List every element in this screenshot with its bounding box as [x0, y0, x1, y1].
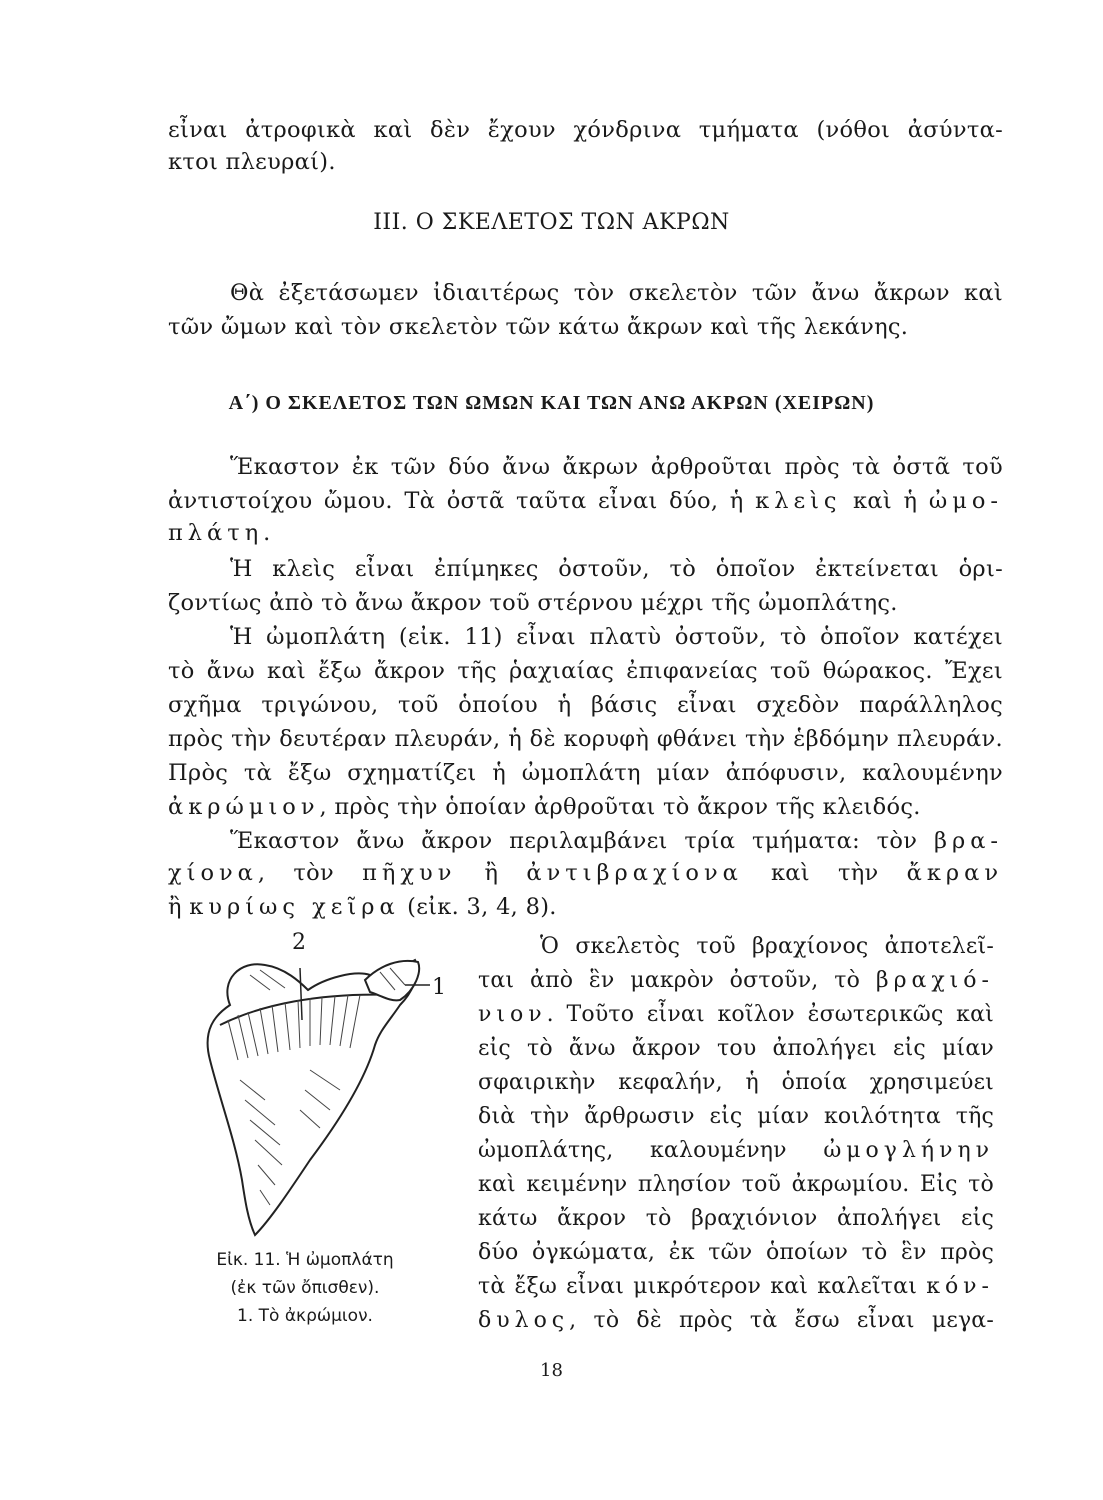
figure-caption: (ἐκ τῶν ὄπισθεν).: [230, 1278, 380, 1298]
figure-caption: Εἰκ. 11. Ἡ ὠμοπλάτη: [216, 1250, 394, 1270]
body-line: πρὸς τὴν δευτέραν πλευράν, ἡ δὲ κορυφὴ φθάνει τὴν ἑβδόμην πλευράν.: [168, 726, 1003, 752]
body-line: ὠμοπλάτης, καλουμένην ὠμογλήνην: [478, 1138, 994, 1163]
body-line: ται ἀπὸ ἓν μακρὸν ὀστοῦν, τὸ βραχιό-: [478, 968, 994, 993]
body-line: κτοι πλευραί).: [168, 149, 336, 175]
subheading: Α΄) Ο ΣΚΕΛΕΤΟΣ ΤΩΝ ΩΜΩΝ ΚΑΙ ΤΩΝ ΑΝΩ ΑΚΡΩΝ (ΧΕΙΡΩΝ): [228, 392, 875, 414]
figure-caption: 1. Τὸ ἀκρώμιον.: [237, 1306, 373, 1326]
body-line: Ὁ σκελετὸς τοῦ βραχίονος ἀποτελεῖ-: [540, 934, 994, 959]
body-line: πλάτη.: [168, 520, 276, 546]
body-line: νιον. Τοῦτο εἶναι κοῖλον ἐσωτερικῶς καὶ: [478, 1002, 994, 1027]
body-line: καὶ κειμένην πλησίον τοῦ ἀκρωμίου. Εἰς τὸ: [478, 1172, 994, 1197]
body-line: εἶναι ἀτροφικὰ καὶ δὲν ἔχουν χόνδρινα τμήματα (νόθοι ἀσύντα-: [168, 117, 1003, 143]
body-line: τὸ ἄνω καὶ ἔξω ἄκρον τῆς ῥαχιαίας ἐπιφανείας τοῦ θώρακος. Ἔχει: [168, 658, 1003, 684]
body-line: Ἕκαστον ἐκ τῶν δύο ἄνω ἄκρων ἀρθροῦται πρὸς τὰ ὀστᾶ τοῦ: [230, 454, 1003, 480]
body-line: Ἕκαστον ἄνω ἄκρον περιλαμβάνει τρία τμήματα: τὸν βρα-: [230, 828, 1003, 854]
body-line: τῶν ὤμων καὶ τὸν σκελετὸν τῶν κάτω ἄκρων καὶ τῆς λεκάνης.: [168, 314, 909, 340]
body-line: Ἡ κλεὶς εἶναι ἐπίμηκες ὀστοῦν, τὸ ὁποῖον ἐκτείνεται ὁρι-: [230, 556, 1003, 582]
figure-label-2: 2: [292, 930, 306, 955]
body-line: ζοντίως ἀπὸ τὸ ἄνω ἄκρον τοῦ στέρνου μέχρι τῆς ὠμοπλάτης.: [168, 590, 898, 616]
body-line: δυλος, τὸ δὲ πρὸς τὰ ἔσω εἶναι μεγα-: [478, 1308, 994, 1333]
body-line: ἀκρώμιον, πρὸς τὴν ὁποίαν ἀρθροῦται τὸ ἄκρον τῆς κλειδός.: [168, 794, 921, 820]
body-line: διὰ τὴν ἄρθρωσιν εἰς μίαν κοιλότητα τῆς: [478, 1104, 994, 1129]
body-line: κάτω ἄκρον τὸ βραχιόνιον ἀπολήγει εἰς: [478, 1206, 994, 1231]
body-line: εἰς τὸ ἄνω ἄκρον του ἀπολήγει εἰς μίαν: [478, 1036, 994, 1061]
body-line: τὰ ἔξω εἶναι μικρότερον καὶ καλεῖται κόν-: [478, 1274, 994, 1299]
body-line: Πρὸς τὰ ἔξω σχηματίζει ἡ ὠμοπλάτη μίαν ἀπόφυσιν, καλουμένην: [168, 760, 1003, 786]
scapula-outline: [208, 960, 418, 1235]
body-line: σφαιρικὴν κεφαλήν, ἡ ὁποία χρησιμεύει: [478, 1070, 994, 1095]
figure-label-1: 1: [432, 975, 446, 1000]
body-line: δύο ὀγκώματα, ἐκ τῶν ὁποίων τὸ ἓν πρὸς: [478, 1240, 994, 1265]
body-line: Θὰ ἐξετάσωμεν ἰδιαιτέρως τὸν σκελετὸν τῶν ἄνω ἄκρων καὶ: [230, 280, 1003, 306]
page-number: 18: [540, 1360, 563, 1381]
body-line: ἢ κυρίως χεῖρα (εἰκ. 3, 4, 8).: [168, 894, 557, 920]
section-heading: III. Ο ΣΚΕΛΕΤΟΣ ΤΩΝ ΑΚΡΩΝ: [373, 210, 730, 235]
body-line: ἀντιστοίχου ὤμου. Τὰ ὀστᾶ ταῦτα εἶναι δύο, ἡ κλεὶς καὶ ἡ ὠμο-: [168, 488, 1003, 514]
body-line: Ἡ ὠμοπλάτη (εἰκ. 11) εἶναι πλατὺ ὀστοῦν, τὸ ὁποῖον κατέχει: [230, 624, 1003, 650]
body-line: σχῆμα τριγώνου, τοῦ ὁποίου ἡ βάσις εἶναι σχεδὸν παράλληλος: [168, 692, 1003, 718]
scapula-illustration: [190, 950, 440, 1240]
body-line: χίονα, τὸν πῆχυν ἢ ἀντιβραχίονα καὶ τὴν ἄκραν: [168, 860, 1004, 886]
